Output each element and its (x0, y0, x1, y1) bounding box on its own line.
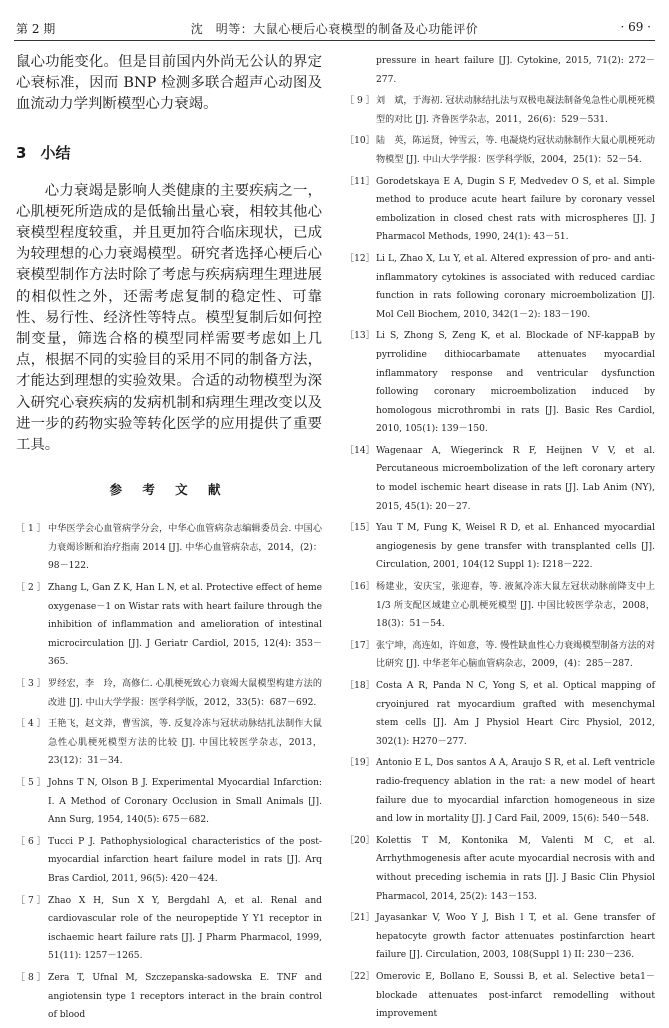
reference-number: ［15］ (345, 523, 375, 534)
reference-text: Antonio E L, Dos santos A A, Araujo S R, et al. Left ventricle radio-frequency ablation in the rat: a new model of heart failure due to myocardial infarction homogeneous in size and low in mortality [J]. J Card Fail, 2009, 15(6): 540－548. (376, 758, 655, 825)
reference-item (345, 832, 655, 906)
reference-text: Wagenaar A, Wiegerinck R F, Heijnen V V, et al. Percutaneous microembolization of the left coronary artery to model ischemic heart disease in rats [J]. Lab Anim (NY), 2015, 45(1): 20－27. (376, 445, 655, 512)
reference-text: Jayasankar V, Woo Y J, Bish l T, et al. Gene transfer of hepatocyte growth factor attenuates postinfarction heart failure [J]. Circulation, 2003, 108(Suppl 1) II: 230－236. (376, 913, 655, 961)
reference-item (345, 578, 655, 634)
reference-number: ［11］ (345, 176, 375, 187)
reference-text: 中华医学会心血管病学分会，中华心血管病杂志编辑委员会. 中国心力衰竭诊断和治疗指南 2014 [J]. 中华心血管病杂志，2014，(2)：98－122. (48, 524, 322, 572)
reference-item (16, 579, 322, 672)
reference-text: Li L, Zhao X, Lu Y, et al. Altered expression of pro- and anti-inflammatory cytokines is associated with reduced cardiac function in rats following coronary microembolization [J]. Mol Cell Biochem, 2010, 342(1－2): 183－190. (376, 253, 655, 320)
reference-text: Kolettis T M, Kontonika M, Valenti M C, et al. Arrhythmogenesis after acute myocardial necrosis with and without preceding ischemia in rats [J]. J Basic Clin Physiol Pharmacol, 2014, 25(2): 143－153. (376, 835, 655, 902)
issue-number: 第 2 期 (16, 22, 56, 36)
reference-item (16, 675, 322, 712)
running-title: 沈 明等：大鼠心梗后心衰模型的制备及心功能评价 (190, 22, 479, 36)
reference-number: ［14］ (345, 445, 375, 456)
reference-number: ［20］ (345, 835, 375, 846)
reference-number: ［ 9 ］ (345, 96, 375, 107)
reference-item (345, 968, 655, 1024)
section-heading (16, 142, 322, 163)
reference-item (345, 754, 655, 828)
reference-text: Tucci P J. Pathophysiological characteristics of the post-myocardial infarction heart failure model in rats [J]. Arq Bras Cardiol, 2011, 96(5): 420－424. (48, 836, 322, 884)
reference-number: ［17］ (345, 640, 375, 651)
reference-item (345, 677, 655, 751)
reference-text: Zhao X H, Sun X Y, Bergdahl A, et al. Renal and cardiovascular role of the neuropeptide Y Y1 receptor in ischaemic heart failure rats [J]. J Pharm Pharmacol, 1999, 51(11): 1257－1265. (48, 895, 322, 962)
reference-item (345, 327, 655, 439)
reference-item (345, 92, 655, 129)
reference-text: Li S, Zhong S, Zeng K, et al. Blockade of NF-kappaB by pyrrolidine dithiocarbamate attenuates myocardial inflammatory response and ventricular dysfunction following coronary microembolization induced by homologous microthrombi in rats [J]. Basic Res Cardiol, 2010, 105(1): 139－150. (376, 331, 655, 435)
reference-item (345, 250, 655, 324)
left-column (16, 52, 322, 1028)
reference-text: 陆 英，陈运贤，钟雪云，等. 电凝烧灼冠状动脉制作大鼠心肌梗死动物模型 [J]. 中山大学学报：医学科学版，2004，25(1)：52－54. (376, 136, 655, 165)
reference-item (16, 969, 322, 1025)
reference-number: ［ 1 ］ (16, 524, 46, 535)
reference-item (345, 519, 655, 575)
reference-number: ［10］ (345, 136, 375, 147)
reference-list-right (345, 92, 655, 1024)
reference-number: ［12］ (345, 253, 375, 264)
reference-text: 杨建业，安庆宝，张迎春，等. 液氮冷冻大鼠左冠状动脉前降支中上 1/3 所支配区域建立心肌梗死模型 [J]. 中国比较医学杂志，2008，18(3)：51－54. (376, 582, 655, 630)
summary-paragraph: 心力衰竭是影响人类健康的主要疾病之一，心肌梗死所造成的是低输出量心衰，相较其他心衰模型程度较重，并且更加符合临床现状，已成为较理想的心力衰竭模型。研究者选择心梗后心衰模型制作方法时除了考虑与疾病病理生理进展的相似性之外，还需考虑复制的稳定性、可靠性、易行性、经济性等特点。模型复制后如何控制变量，筛选合格的模型同样需要考虑如上几点，根据不同的实验目的采用不同的制备方法，才能达到理想的实验效果。合适的动物模型为深入研究心衰疾病的发病机制和病理生理改变以及进一步的药物实验等转化医学的应用提供了重要工具。 (16, 182, 322, 454)
intro-paragraph: 鼠心功能变化。但是目前国内外尚无公认的界定心衰标准，因而 BNP 检测多联合超声心动图及血流动力学判断模型心力衰竭。 (16, 54, 322, 113)
reference-number: ［19］ (345, 758, 375, 769)
reference-list-left (16, 520, 322, 1024)
header-rule (14, 40, 655, 41)
section-number: 3 (16, 143, 27, 162)
reference-text: Yau T M, Fung K, Weisel R D, et al. Enhanced myocardial angiogenesis by gene transfer with transplanted cells [J]. Circulation, 2001, 104(12 Suppl 1): I218－222. (376, 523, 655, 571)
reference-number: ［13］ (345, 331, 375, 342)
reference-text: Omerovic E, Bollano E, Soussi B, et al. Selective beta1－blockade attenuates post-infarct remodelling without improvement (376, 971, 655, 1020)
reference-text: Zhang L, Gan Z K, Han L N, et al. Protective effect of heme oxygenase－1 on Wistar rats with heart failure through the inhibition of inflammation and amelioration of intestinal microcirculation [J]. J Geriatr Cardiol, 2015, 12(4): 353－365. (48, 583, 322, 668)
references-heading: 参 考 文 献 (109, 482, 229, 498)
reference-number: ［21］ (345, 913, 375, 924)
reference-item (16, 520, 322, 576)
reference-text: 刘 斌，于海初. 冠状动脉结扎法与双极电凝法制备兔急性心肌梗死模型的对比 [J]. 齐鲁医学杂志，2011，26(6)：529－531. (376, 96, 655, 125)
reference-item (345, 909, 655, 965)
reference-number: ［16］ (345, 582, 375, 593)
reference-item (16, 892, 322, 966)
page-number: · 69 · (620, 20, 651, 34)
reference-text: Costa A R, Panda N C, Yong S, et al. Optical mapping of cryoinjured rat myocardium grafted with mesenchymal stem cells [J]. Am J Physiol Heart Circ Physiol, 2012, 302(1): H270－277. (376, 681, 655, 747)
reference-item (345, 637, 655, 674)
page-header (0, 0, 669, 40)
reference-text: Johns T N, Olson B J. Experimental Myocardial Infarction: I. A Method of Coronary Occlusion in Small Animals [J]. Ann Surg, 1954, 140(5): 675－682. (48, 777, 322, 826)
reference-item (345, 442, 655, 516)
reference-number: ［ 7 ］ (16, 895, 46, 906)
reference-text: Gorodetskaya E A, Dugin S F, Medvedev O S, et al. Simple method to produce acute heart failure by coronary vessel embolization in closed chest rats with microspheres [J]. J Pharmacol Methods, 1990, 24(1): 43－51. (376, 176, 655, 243)
reference-item (16, 774, 322, 830)
reference-number: ［ 8 ］ (16, 972, 46, 983)
reference-item (16, 833, 322, 889)
reference-number: ［ 4 ］ (16, 719, 46, 730)
section-title: 小结 (40, 143, 71, 162)
reference-number: ［22］ (345, 971, 375, 982)
reference-text: Zera T, Ufnal M, Szczepanska-sadowska E. TNF and angiotensin type 1 receptors interact in the brain control of blood (48, 972, 322, 1021)
reference-text: 王艳飞，赵文莽，曹雪滨，等. 反复冷冻与冠状动脉结扎法制作大鼠急性心肌梗死模型方法的比较 [J]. 中国比较医学杂志，2013，23(12)：31－34. (48, 719, 322, 767)
reference-text: 罗经宏，李 玲，高修仁. 心肌梗死致心力衰竭大鼠模型构建方法的改进 [J]. 中山大学学报：医学科学版，2012，33(5)：687－692. (48, 679, 322, 708)
reference-item (16, 715, 322, 771)
reference-number: ［ 3 ］ (16, 679, 46, 689)
reference-continuation: pressure in heart failure [J]. Cytokine, 2015, 71(2): 272－277. (376, 56, 655, 85)
right-column (345, 52, 655, 1027)
reference-number: ［ 2 ］ (16, 583, 46, 594)
reference-item (345, 173, 655, 247)
reference-item (345, 132, 655, 169)
reference-number: ［ 6 ］ (16, 836, 46, 847)
reference-text: 张宁坤，高连如，许如意，等. 慢性缺血性心力衰竭模型制备方法的对比研究 [J]. 中华老年心脑血管病杂志，2009，(4)：285－287. (376, 640, 655, 670)
reference-number: ［18］ (345, 681, 375, 691)
reference-number: ［ 5 ］ (16, 777, 46, 788)
